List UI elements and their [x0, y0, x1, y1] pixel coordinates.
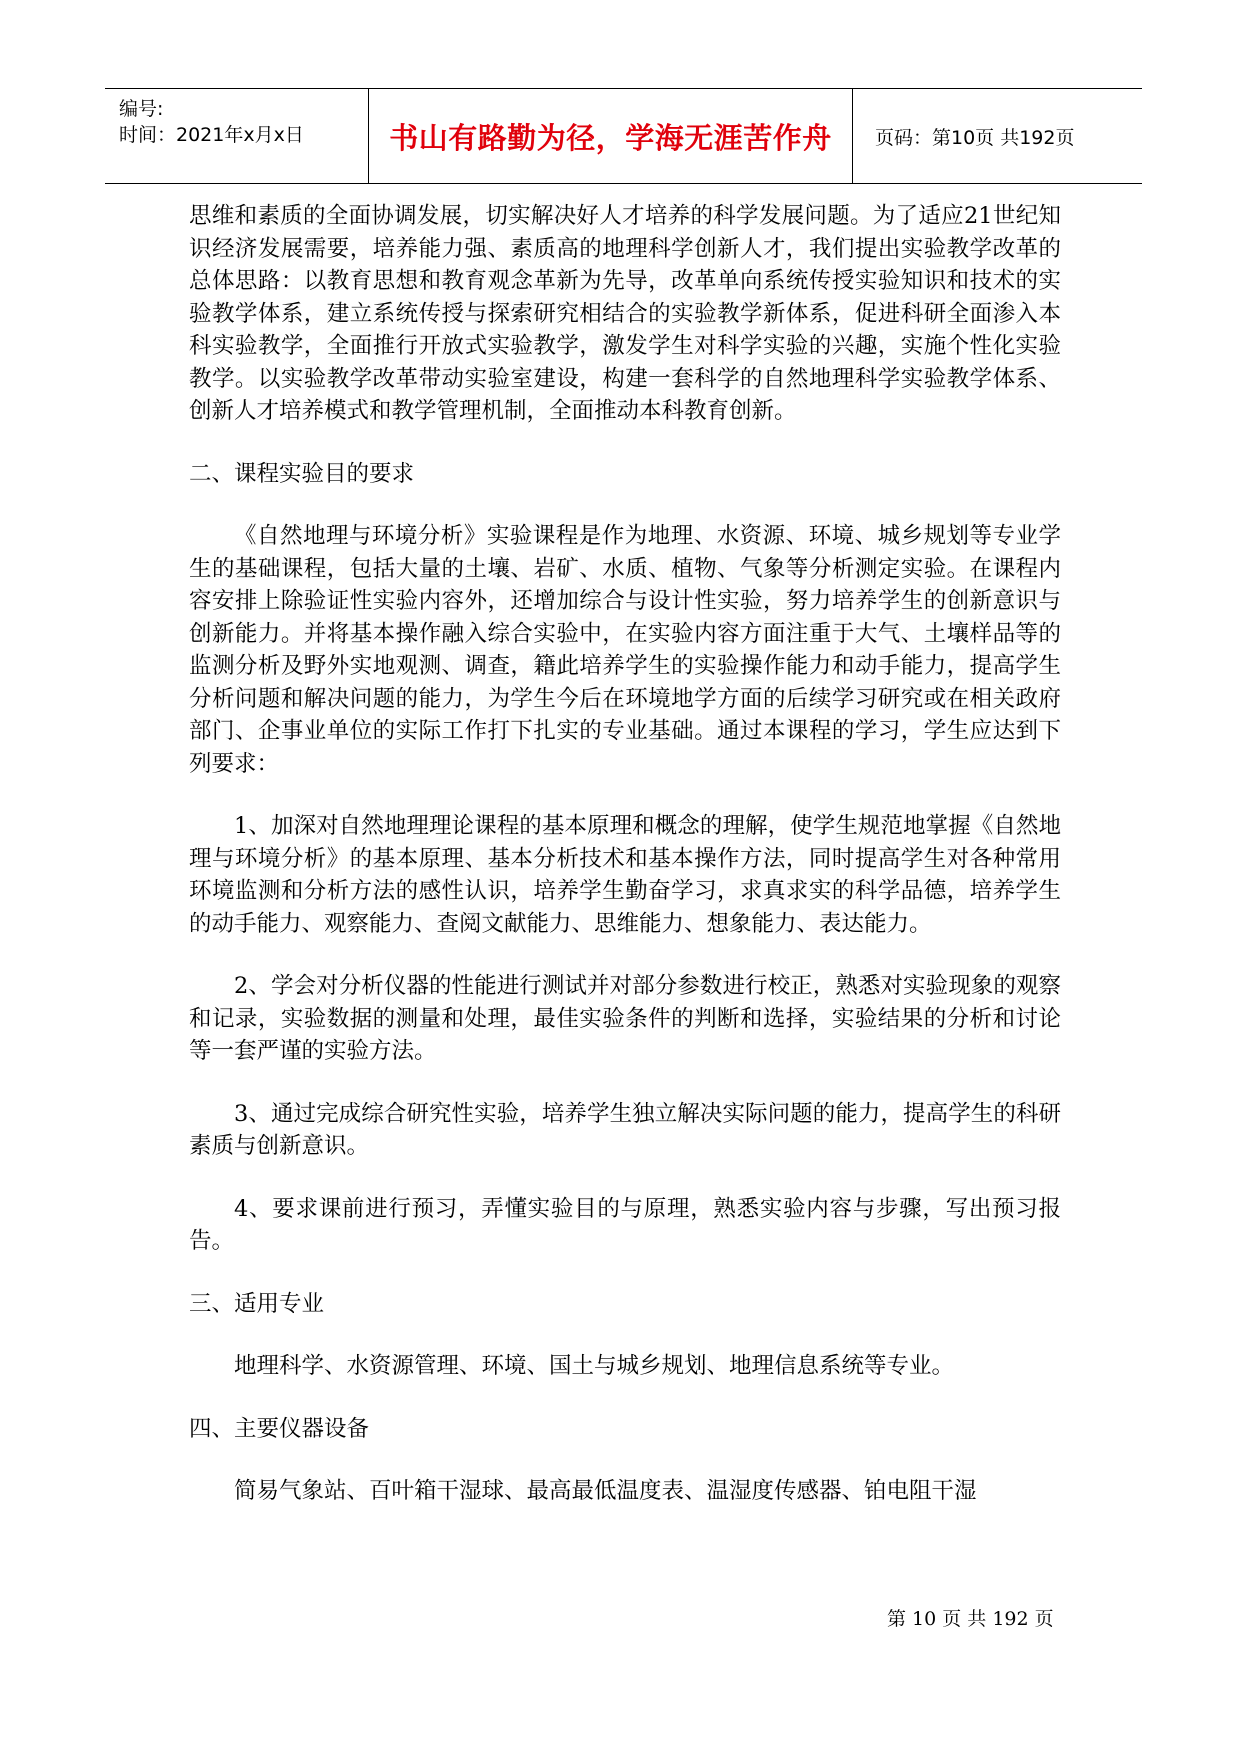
header-slogan-cell — [369, 89, 853, 183]
section-heading-majors: 三、适用专业 — [189, 1290, 325, 1317]
header-slogan: 书山有路勤为径，学海无涯苦作舟 — [389, 120, 832, 155]
body-paragraph-equipment: 简易气象站、百叶箱干湿球、最高最低温度表、温湿度传感器、铂电阻干湿 — [234, 1478, 977, 1504]
body-paragraph-continued: 思维和素质的全面协调发展，切实解决好人才培养的科学发展问题。为了适应21世纪知识经济发展需要，培养能力强、素质高的地理科学创新人才，我们提出实验教学改革的总体思路：以教育思想和教育观念革新为先导，改革单向系统传授实验知识和技术的实验教学体系，建立系统传授与探索研究相结合的实验教学新体系，促进科研全面渗入本科实验教学，全面推行开放式实验教学，激发学生对科学实验的兴趣，实施个性化实验教学。以实验教学改革带动实验室建设，构建一套科学的自然地理科学实验教学体系、创新人才培养模式和教学管理机制，全面推动本科教育创新。 — [189, 203, 1061, 424]
requirement-item-4: 4、要求课前进行预习，弄懂实验目的与原理，熟悉实验内容与步骤，写出预习报告。 — [189, 1195, 1061, 1254]
document-body — [189, 200, 1061, 1538]
header-meta-cell — [105, 89, 369, 183]
page-header — [105, 88, 1142, 184]
document-time-label: 时间：2021年x月x日 — [119, 124, 304, 146]
document-number-label: 编号: — [119, 98, 164, 120]
section-heading-equipment: 四、主要仪器设备 — [189, 1415, 370, 1442]
section-heading-course-goals: 二、课程实验目的要求 — [189, 460, 415, 487]
body-paragraph-course-intro: 《自然地理与环境分析》实验课程是作为地理、水资源、环境、城乡规划等专业学生的基础课程，包括大量的土壤、岩矿、水质、植物、气象等分析测定实验。在课程内容安排上除验证性实验内容外，还增加综合与设计性实验，努力培养学生的创新意识与创新能力。并将基本操作融入综合实验中，在实验内容方面注重于大气、土壤样品等的监测分析及野外实地观测、调查，籍此培养学生的实验操作能力和动手能力，提高学生分析问题和解决问题的能力，为学生今后在环境地学方面的后续学习研究或在相关政府部门、企事业单位的实际工作打下扎实的专业基础。通过本课程的学习，学生应达到下列要求： — [189, 523, 1061, 777]
header-page-cell — [853, 89, 1142, 183]
requirement-item-1: 1、加深对自然地理理论课程的基本原理和概念的理解，使学生规范地掌握《自然地理与环境分析》的基本原理、基本分析技术和基本操作方法，同时提高学生对各种常用环境监测和分析方法的感性认识，培养学生勤奋学习，求真求实的科学品德，培养学生的动手能力、观察能力、查阅文献能力、思维能力、想象能力、表达能力。 — [189, 813, 1061, 937]
page-footer-number: 第 10 页 共 192 页 — [887, 1608, 1054, 1630]
body-paragraph-majors: 地理科学、水资源管理、环境、国土与城乡规划、地理信息系统等专业。 — [234, 1353, 955, 1379]
header-page-info: 页码：第10页 共192页 — [875, 126, 1075, 149]
requirement-item-3: 3、通过完成综合研究性实验，培养学生独立解决实际问题的能力，提高学生的科研素质与创新意识。 — [189, 1100, 1061, 1159]
requirement-item-2: 2、学会对分析仪器的性能进行测试并对部分参数进行校正，熟悉对实验现象的观察和记录，实验数据的测量和处理，最佳实验条件的判断和选择，实验结果的分析和讨论等一套严谨的实验方法。 — [189, 973, 1061, 1064]
